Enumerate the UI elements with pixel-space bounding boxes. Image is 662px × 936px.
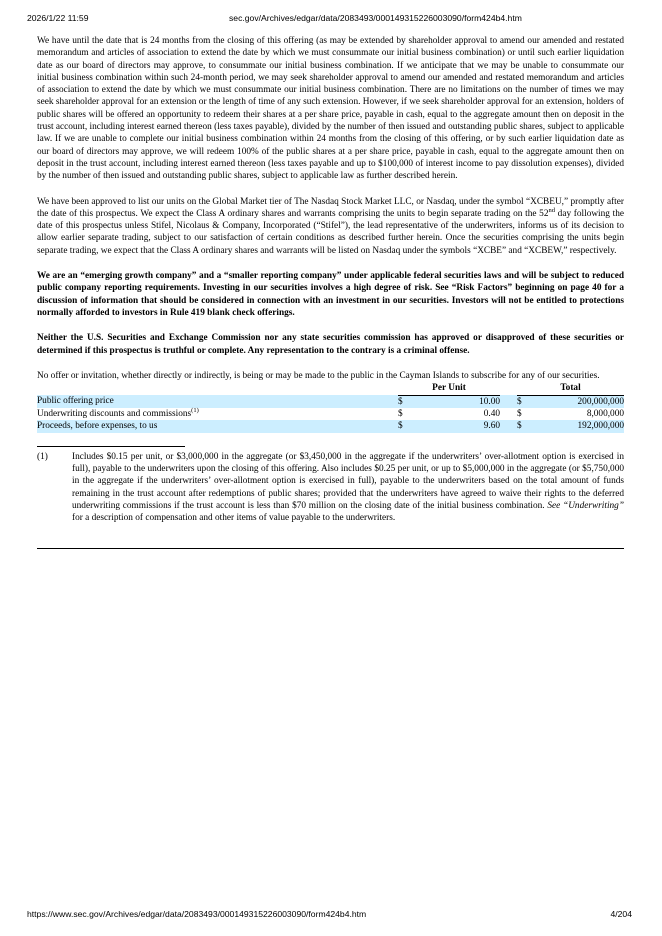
print-url-footer: https://www.sec.gov/Archives/edgar/data/2083493/000149315226003090/form424b4.htm [27,909,367,919]
table-header-row [37,382,624,395]
paragraph-nasdaq-text-b: day following the date of this prospectus unless Stifel, Nicolaus & Company, Incorporated (“Stifel”), the lead representative of the underwriters, informs us of its decision to allow earlier separate trading, subject to our satisfaction of certain conditions as described further herein. Once the securities comprising the units begin separate trading, we expect that the Class A ordinary shares and warrants will be listed on Nasdaq under the symbols “XCBE” and “XCBEW,” respectively. [37,208,624,256]
table-row [37,420,624,432]
paragraph-sec-disclaimer [37,332,624,357]
table-row [37,408,624,420]
footnote [37,451,624,525]
emerging-growth-text: We are an “emerging growth company” and a “smaller reporting company” under applicable federal securities laws and will be subject to reduced public company reporting requirements. Investing in our securities involves a high degree of risk. See “Risk Factors” beginning on page 40 for a discussion of information that should be considered in connection with an investment in our securities. Investors will not be entitled to protections normally afforded to investors in Rule 419 blank check offerings. [37,271,624,318]
page-end-rule [37,548,624,549]
currency-symbol: $ [517,408,522,419]
footnote-text: Includes $0.15 per unit, or $3,000,000 in the aggregate (or $3,450,000 in the aggregate if the underwriters’ over-allotment option is exercised in full), payable to the underwriters upon the closing of this offering. Also includes $0.25 per unit, or up to $5,000,000 in the aggregate (or $5,750,000 in the aggregate if the underwriters’ over-allotment option is exercised in full), payable to the underwriters based on the total amount of funds remaining in the trust account after redemptions of public shares; provided that the underwriters have agreed to waive their rights to the deferred underwriting commissions if the trust account is less than $70 million on the closing date of the initial business combination. See “Underwriting” for a description of compensation and other items of value payable to the underwriters. [72,451,625,524]
currency-symbol: $ [398,395,418,408]
paragraph-business-combination: We have until the date that is 24 months from the closing of this offering (as may be extended by shareholder approval to amend our amended and restated memorandum and articles of association to extend the date by which we must consummate our initial business combination) or until such earlier liquidation date as our board of directors may approve, to consummate our initial business combination. If we anticipate that we may be unable to consummate our initial business combination within such 24-month period, we may seek shareholder approval to amend our amended and restated memorandum and articles of association to extend the date by which we must consummate our initial business combination. There are no limitations on the number of times we may seek shareholder approval for an extension or the length of time of any such extension. However, if we seek shareholder approval for an extension, holders of public shares will be offered an opportunity to redeem their shares at a per share price, payable in cash, equal to the aggregate amount then on deposit in the trust account, including interest earned thereon (less taxes payable), divided by the number of then issued and outstanding public shares, subject to applicable law. If we are unable to complete our initial business combination within 24 months from the closing of this offering, or by such earlier liquidation date as our board of directors may approve, we will redeem 100% of the public shares at a per share price, payable in cash, equal to the aggregate amount then on deposit in the trust account, including interest earned thereon (less taxes payable and up to $100,000 of interest income to pay dissolution expenses), divided by the number of then issued and outstanding public shares, subject to applicable law as further described herein. [37,36,624,182]
paragraph-nasdaq-listing [37,196,624,257]
per-unit-value: 0.40 [483,408,500,419]
document-body [37,35,624,549]
currency-symbol: $ [517,395,537,408]
paragraph-nasdaq-text-a: We have been approved to list our units on the Global Market tier of The Nasdaq Stock Market LLC, or Nasdaq, under the symbol “XCBEU,” promptly after the date of this prospectus. We expect the Class A ordinary shares and warrants comprising the units to begin separate trading on the 52 [37,196,624,219]
table-row [37,395,624,408]
per-unit-value: 10.00 [418,395,500,408]
currency-symbol: $ [398,420,418,432]
footnote-reference: (1) [191,406,199,414]
print-datetime: 2026/1/22 11:59 [27,13,89,23]
currency-symbol: $ [398,408,403,419]
footnote-mark: (1) [37,451,48,462]
paragraph-cayman-notice: No offer or invitation, whether directly or indirectly, is being or may be made to the public in the Cayman Islands to subscribe for any of our securities. [37,370,600,381]
paragraph-emerging-growth [37,270,624,319]
sec-disclaimer-text: Neither the U.S. Securities and Exchange Commission nor any state securities commission has approved or disapproved of these securities or determined if this prospectus is truthful or complete. Any representation to the contrary is a criminal offense. [37,333,624,356]
footnote-divider [37,446,185,447]
currency-symbol: $ [517,420,537,432]
ordinal-superscript: nd [548,206,555,214]
browser-header [0,13,662,27]
header-per-unit: Per Unit [398,382,500,395]
total-value: 200,000,000 [537,395,624,408]
row-label: Public offering price [37,395,398,408]
total-value: 192,000,000 [537,420,624,432]
per-unit-value: 9.60 [418,420,500,432]
total-value: 8,000,000 [586,408,624,419]
row-label: Underwriting discounts and commissions$^{(1)}$ [37,406,199,419]
page-number: 4/204 [610,909,632,919]
header-total: Total [517,382,624,395]
offering-table [37,382,624,433]
print-url-header: sec.gov/Archives/edgar/data/2083493/000149315226003090/form424b4.htm [229,13,522,23]
row-label: Proceeds, before expenses, to us [37,420,398,432]
browser-footer [0,909,662,923]
see-underwriting-reference: See “Underwriting” [547,500,625,511]
